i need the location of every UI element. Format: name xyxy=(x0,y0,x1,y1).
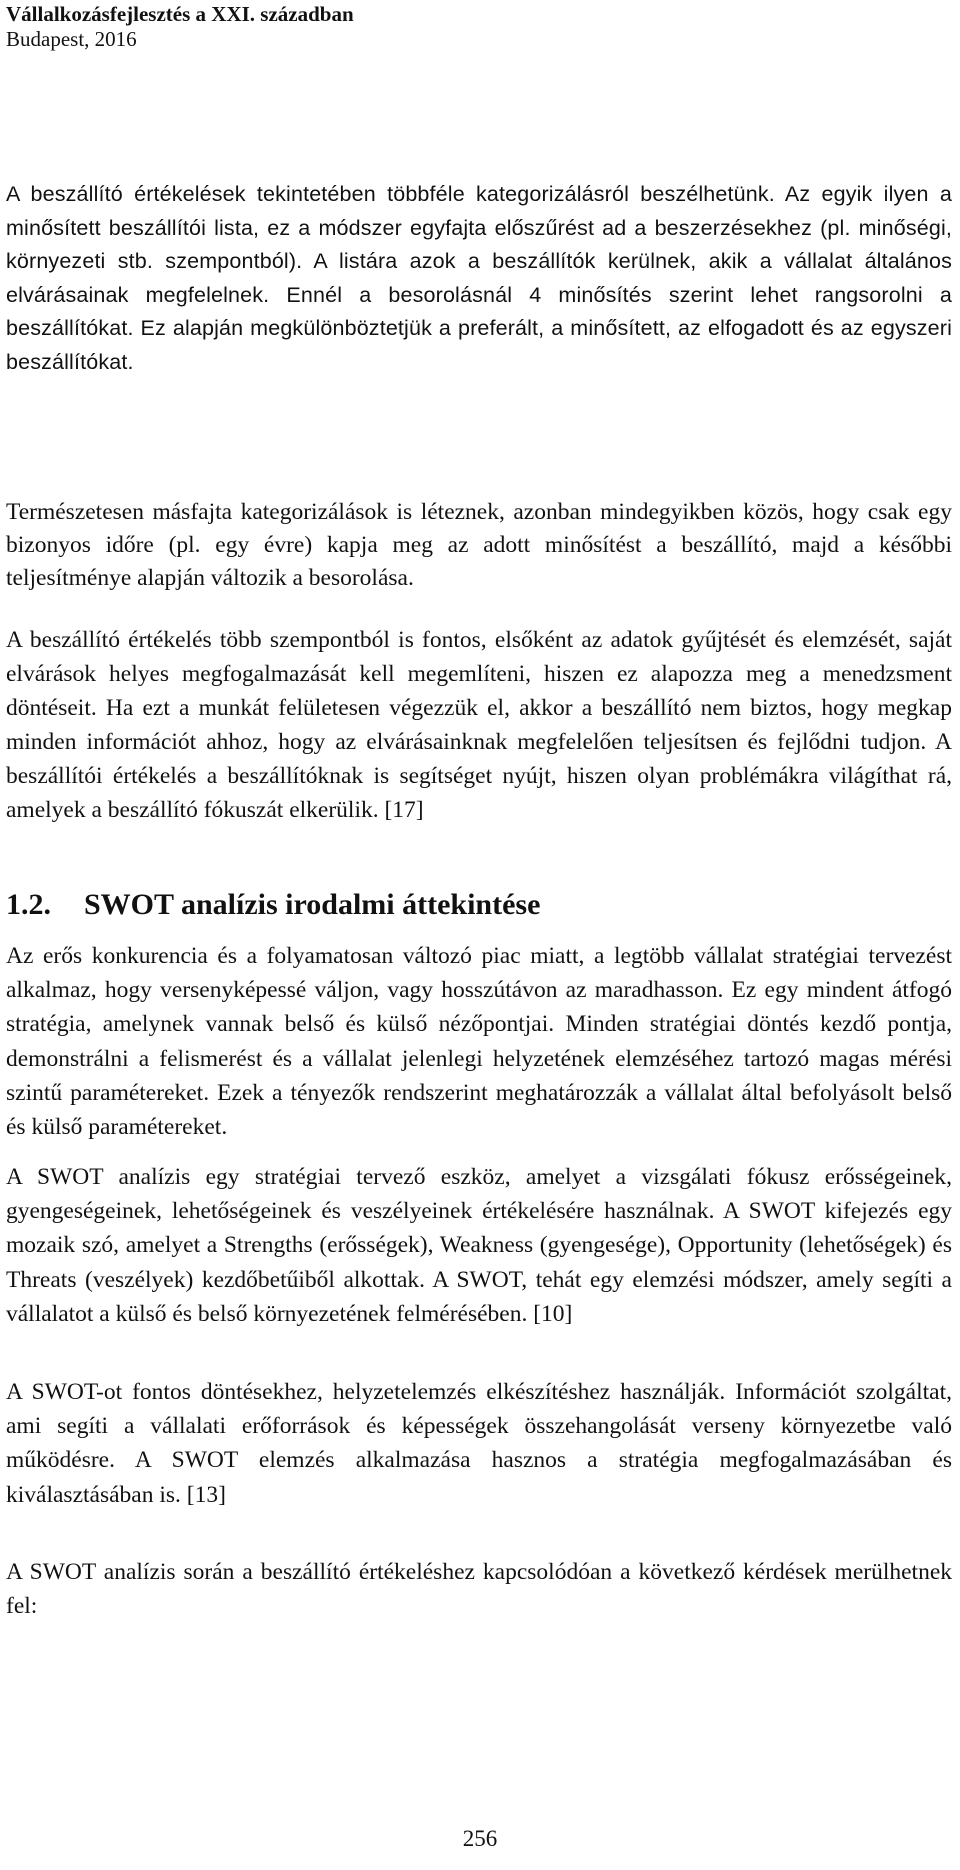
paragraph-swot-questions xyxy=(6,1555,952,1623)
paragraph-supplier-evaluation-importance xyxy=(6,623,952,827)
paragraph-text: A SWOT analízis során a beszállító értékeléshez kapcsolódóan a következő kérdések merülhetnek fel: xyxy=(6,1559,952,1620)
section-heading xyxy=(6,887,540,923)
paragraph-text: A SWOT-ot fontos döntésekhez, helyzetelemzés elkészítéshez használják. Információt szolgáltat, ami segíti a vállalati erőforrások és képességek összehangolását verseny környezetbe való működésre. A SWOT elemzés alkalmazása hasznos a stratégia megfogalmazásában és kiválasztásában is. [13] xyxy=(6,1379,952,1508)
paragraph-text: A beszállító értékelés több szempontból is fontos, elsőként az adatok gyűjtését és elemzését, saját elvárások helyes megfogalmazását kell megemlíteni, hiszen ez alapozza meg a menedzsment döntéseit. Ha ezt a munkát felületesen végezzük el, akkor a beszállító nem biztos, hogy megkap minden információt ahhoz, hogy az elvárásainknak megfelelően teljesítsen és fejlődni tudjon. A beszállítói értékelés a beszállítóknak is segítséget nyújt, hiszen olyan problémákra világíthat rá, amelyek a beszállító fókuszát elkerülik. [17] xyxy=(6,627,952,823)
paragraph-text: Természetesen másfajta kategorizálások is léteznek, azonban mindegyikben közös, hogy csak egy bizonyos időre (pl. egy évre) kapja meg az adott minősítést a beszállító, majd a későbbi teljesítménye alapján változik a besorolása. xyxy=(6,499,952,591)
section-title: SWOT analízis irodalmi áttekintése xyxy=(84,888,541,921)
paragraph-strategic-planning xyxy=(6,939,952,1144)
paragraph-text: Az erős konkurencia és a folyamatosan változó piac miatt, a legtöbb vállalat stratégiai tervezést alkalmaz, hogy versenyképessé váljon, vagy hosszútávon az maradhasson. Ez egy mindent átfogó stratégia, amelynek vannak belső és külső nézőpontjai. Minden stratégiai döntés kezdő pontja, demonstrálni a felismerést és a vállalat jelenlegi helyzetének elemzéséhez tartozó magas mérési szintű paramétereket. Ezek a tényezők rendszerint meghatározzák a vállalat által befolyásolt belső és külső paramétereket. xyxy=(6,943,952,1141)
paragraph-other-categorizations xyxy=(6,496,952,595)
header-title: Vállalkozásfejlesztés a XXI. században xyxy=(6,2,354,26)
paragraph-supplier-categorization xyxy=(6,178,952,379)
paragraph-swot-usage xyxy=(6,1375,952,1512)
paragraph-text: A SWOT analízis egy stratégiai tervező eszköz, amelyet a vizsgálati fókusz erősségeinek, gyengeségeinek, lehetőségeinek és veszélyeinek értékelésére használnak. A SWOT kifejezés egy mozaik szó, amelyet a Strengths (erősségek), Weakness (gyengesége), Opportunity (lehetőségek) és Threats (veszélyek) kezdőbetűiből alkottak. A SWOT, tehát egy elemzési módszer, amely segíti a vállalatot a külső és belső környezetének felmérésében. [10] xyxy=(6,1164,952,1327)
running-header xyxy=(6,2,354,52)
paragraph-text: A beszállító értékelések tekintetében többféle kategorizálásról beszélhetünk. Az egyik ilyen a minősített beszállítói lista, ez a módszer egyfajta előszűrést ad a beszerzésekhez (pl. minőségi, környezeti stb. szempontból). A listára azok a beszállítók kerülnek, akik a vállalat általános elvárásainak megfelelnek. Ennél a besorolásnál 4 minősítés szerint lehet rangsorolni a beszállítókat. Ez alapján megkülönböztetjük a preferált, a minősített, az elfogadott és az egyszeri beszállítókat. xyxy=(6,182,952,374)
paragraph-swot-definition xyxy=(6,1160,952,1331)
section-number: 1.2. xyxy=(6,888,51,921)
header-subtitle: Budapest, 2016 xyxy=(6,27,137,51)
page-number: 256 xyxy=(462,1826,498,1851)
